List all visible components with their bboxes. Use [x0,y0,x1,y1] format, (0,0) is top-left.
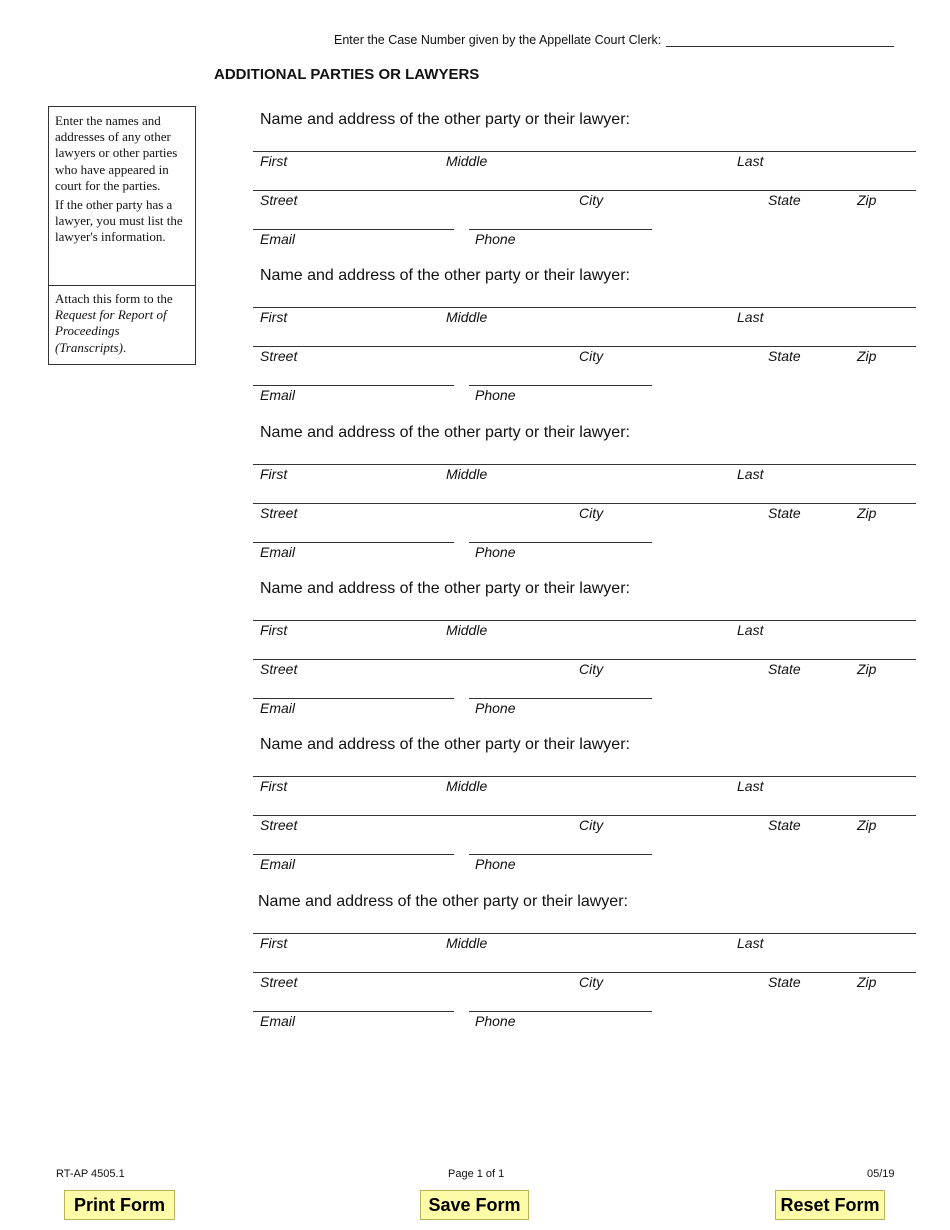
city-input[interactable] [578,954,763,972]
phone-input[interactable] [472,993,650,1011]
middle-name-input[interactable] [445,602,730,620]
first-label: First [260,309,288,325]
party-entry [0,893,950,1049]
city-label: City [579,505,604,521]
state-label: State [768,974,801,990]
phone-input[interactable] [472,524,650,542]
street-label: Street [260,348,298,364]
party-entry [0,267,950,423]
state-input[interactable] [767,954,852,972]
phone-label: Phone [475,700,516,716]
email-line [253,542,454,543]
zip-input[interactable] [856,954,914,972]
middle-name-input[interactable] [445,133,730,151]
city-label: City [579,348,604,364]
email-label: Email [260,700,296,716]
street-label: Street [260,817,298,833]
last-label: Last [737,466,764,482]
last-name-input[interactable] [736,446,914,464]
zip-label: Zip [857,192,877,208]
email-label: Email [260,544,296,560]
last-label: Last [737,622,764,638]
phone-label: Phone [475,856,516,872]
page-title: ADDITIONAL PARTIES OR LAWYERS [214,66,480,83]
street-input[interactable] [258,641,573,659]
state-input[interactable] [767,641,852,659]
email-line [253,385,454,386]
street-input[interactable] [258,485,573,503]
middle-label: Middle [446,153,488,169]
state-input[interactable] [767,172,852,190]
phone-line [469,1011,652,1012]
party-entry-heading: Name and address of the other party or their lawyer: [260,736,630,753]
party-entry [0,111,950,267]
last-label: Last [737,778,764,794]
state-label: State [768,348,801,364]
zip-label: Zip [857,661,877,677]
first-label: First [260,466,288,482]
street-input[interactable] [258,797,573,815]
reset-form-button[interactable]: Reset Form [775,1190,885,1220]
last-name-input[interactable] [736,758,914,776]
middle-name-input[interactable] [445,446,730,464]
last-name-input[interactable] [736,133,914,151]
street-label: Street [260,505,298,521]
phone-input[interactable] [472,680,650,698]
middle-label: Middle [446,309,488,325]
phone-label: Phone [475,1013,516,1029]
email-label: Email [260,856,296,872]
instructions-text: Enter the names and addresses of any other lawyers or other parties who have appeared in court for the parties. [55,113,178,193]
attach-note-suffix: . [122,339,127,355]
last-label: Last [737,153,764,169]
page-number: Page 1 of 1 [448,1168,505,1180]
form-id: RT-AP 4505.1 [56,1168,125,1180]
address-line [253,659,916,660]
middle-label: Middle [446,935,488,951]
phone-input[interactable] [472,836,650,854]
city-input[interactable] [578,485,763,503]
last-name-input[interactable] [736,289,914,307]
street-input[interactable] [258,172,573,190]
revision-date: 05/19 [867,1168,895,1180]
zip-input[interactable] [856,797,914,815]
email-input[interactable] [258,836,452,854]
first-name-input[interactable] [258,289,438,307]
email-input[interactable] [258,367,452,385]
phone-line [469,542,652,543]
city-label: City [579,661,604,677]
middle-label: Middle [446,622,488,638]
phone-input[interactable] [472,367,650,385]
state-label: State [768,192,801,208]
state-label: State [768,505,801,521]
city-input[interactable] [578,328,763,346]
party-entry-heading: Name and address of the other party or their lawyer: [260,424,630,441]
middle-label: Middle [446,466,488,482]
party-entry [0,736,950,892]
city-label: City [579,192,604,208]
middle-label: Middle [446,778,488,794]
email-line [253,1011,454,1012]
state-label: State [768,661,801,677]
first-label: First [260,622,288,638]
last-name-input[interactable] [736,915,914,933]
zip-label: Zip [857,817,877,833]
attach-note-form-name: Request for Report of Proceedings (Transcripts) [55,307,167,355]
zip-input[interactable] [856,485,914,503]
email-input[interactable] [258,524,452,542]
city-input[interactable] [578,172,763,190]
first-label: First [260,153,288,169]
zip-input[interactable] [856,172,914,190]
party-entry-heading: Name and address of the other party or their lawyer: [260,111,630,128]
email-line [253,698,454,699]
address-line [253,503,916,504]
zip-label: Zip [857,348,877,364]
first-name-input[interactable] [258,758,438,776]
city-input[interactable] [578,797,763,815]
zip-label: Zip [857,505,877,521]
save-form-button[interactable]: Save Form [420,1190,529,1220]
middle-name-input[interactable] [445,289,730,307]
phone-label: Phone [475,544,516,560]
attach-note-prefix: Attach this form to the [55,291,173,306]
name-line [253,776,916,777]
city-label: City [579,817,604,833]
email-input[interactable] [258,211,452,229]
address-line [253,972,916,973]
email-input[interactable] [258,993,452,1011]
first-label: First [260,935,288,951]
address-line [253,815,916,816]
zip-label: Zip [857,974,877,990]
case-number-label: Enter the Case Number given by the Appellate Court Clerk: [334,33,662,47]
state-input[interactable] [767,485,852,503]
lawyer-instructions-text: If the other party has a lawyer, you must list the lawyer's information. [55,197,183,245]
email-label: Email [260,1013,296,1029]
first-name-input[interactable] [258,133,438,151]
name-line [253,464,916,465]
email-label: Email [260,231,296,247]
party-entry-heading: Name and address of the other party or their lawyer: [258,893,628,910]
party-entry [0,580,950,736]
first-name-input[interactable] [258,602,438,620]
phone-line [469,854,652,855]
phone-label: Phone [475,387,516,403]
party-entry-heading: Name and address of the other party or their lawyer: [260,580,630,597]
phone-label: Phone [475,231,516,247]
party-entry-heading: Name and address of the other party or their lawyer: [260,267,630,284]
city-input[interactable] [578,641,763,659]
phone-line [469,385,652,386]
zip-input[interactable] [856,641,914,659]
first-name-input[interactable] [258,915,438,933]
email-label: Email [260,387,296,403]
first-name-input[interactable] [258,446,438,464]
name-line [253,151,916,152]
print-form-button[interactable]: Print Form [64,1190,175,1220]
state-input[interactable] [767,328,852,346]
name-line [253,620,916,621]
middle-name-input[interactable] [445,758,730,776]
address-line [253,190,916,191]
street-input[interactable] [258,954,573,972]
last-label: Last [737,309,764,325]
state-label: State [768,817,801,833]
email-line [253,229,454,230]
street-label: Street [260,661,298,677]
last-name-input[interactable] [736,602,914,620]
zip-input[interactable] [856,328,914,346]
city-label: City [579,974,604,990]
street-input[interactable] [258,328,573,346]
first-label: First [260,778,288,794]
state-input[interactable] [767,797,852,815]
name-line [253,933,916,934]
street-label: Street [260,192,298,208]
name-line [253,307,916,308]
email-input[interactable] [258,680,452,698]
phone-line [469,229,652,230]
phone-input[interactable] [472,211,650,229]
party-entry [0,424,950,580]
street-label: Street [260,974,298,990]
phone-line [469,698,652,699]
middle-name-input[interactable] [445,915,730,933]
email-line [253,854,454,855]
address-line [253,346,916,347]
case-number-input[interactable] [666,30,894,47]
last-label: Last [737,935,764,951]
